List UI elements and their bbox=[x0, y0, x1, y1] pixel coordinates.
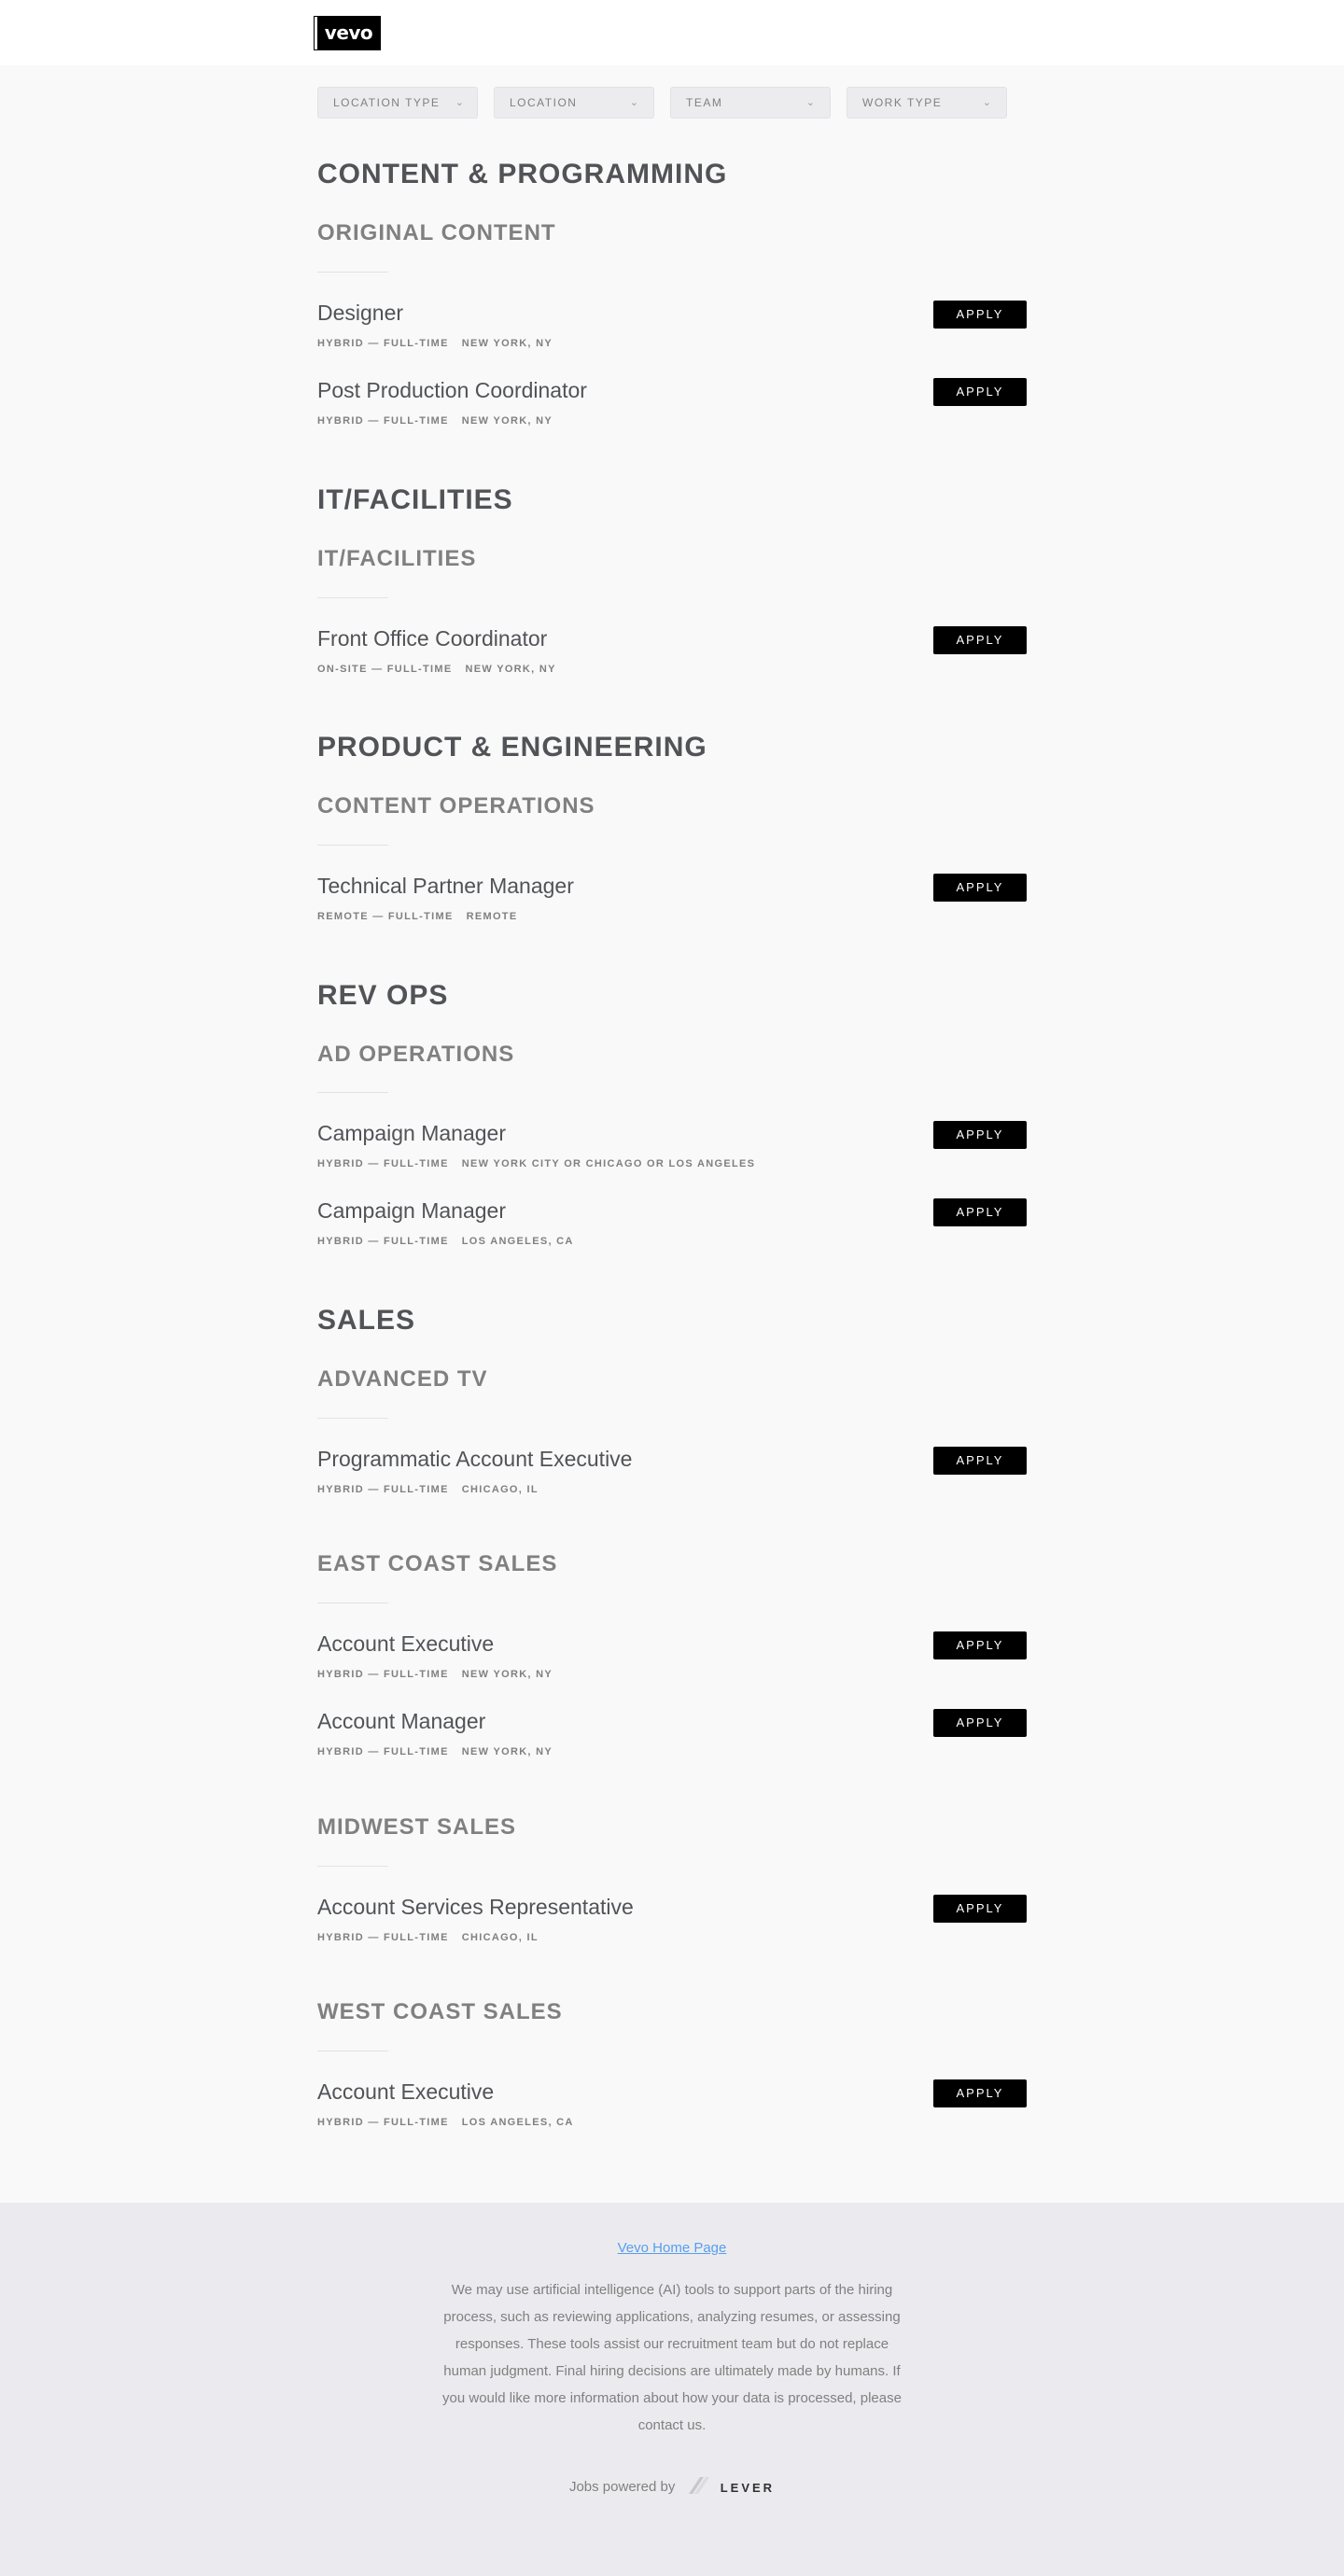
posting-location: CHICAGO, IL bbox=[461, 1932, 539, 1943]
apply-button[interactable]: APPLY bbox=[933, 1198, 1027, 1226]
filter-label: TEAM bbox=[686, 96, 723, 109]
posting-meta bbox=[317, 2117, 574, 2128]
posting-title[interactable]: Campaign Manager bbox=[317, 1121, 507, 1145]
apply-button[interactable]: APPLY bbox=[933, 378, 1027, 406]
posting-title[interactable]: Front Office Coordinator bbox=[317, 626, 548, 651]
posting-meta bbox=[317, 1746, 553, 1757]
divider bbox=[317, 1092, 388, 1093]
posting[interactable] bbox=[317, 1121, 1027, 1177]
postings-container bbox=[317, 65, 1027, 2128]
posting-location: NEW YORK, NY bbox=[461, 415, 553, 427]
posting-location: NEW YORK CITY OR CHICAGO OR LOS ANGELES bbox=[461, 1158, 756, 1169]
top-bar bbox=[0, 0, 1344, 65]
group-title: REV OPS bbox=[317, 980, 449, 1011]
posting-location: NEW YORK, NY bbox=[465, 664, 556, 675]
posting-commitment: HYBRID — FULL-TIME bbox=[317, 2117, 449, 2128]
apply-button[interactable]: APPLY bbox=[933, 1709, 1027, 1737]
apply-button[interactable]: APPLY bbox=[933, 1447, 1027, 1475]
apply-button[interactable]: APPLY bbox=[933, 2079, 1027, 2107]
posting[interactable] bbox=[317, 378, 1027, 434]
powered-by[interactable] bbox=[0, 2475, 1344, 2499]
posting[interactable] bbox=[317, 2079, 1027, 2135]
apply-button[interactable]: APPLY bbox=[933, 1631, 1027, 1659]
posting[interactable] bbox=[317, 1631, 1027, 1687]
posting[interactable] bbox=[317, 301, 1027, 357]
posting-commitment: HYBRID — FULL-TIME bbox=[317, 1236, 449, 1247]
filter-label: WORK TYPE bbox=[862, 96, 943, 109]
posting-commitment: HYBRID — FULL-TIME bbox=[317, 1158, 449, 1169]
posting-meta bbox=[317, 1236, 574, 1247]
posting-commitment: ON-SITE — FULL-TIME bbox=[317, 664, 453, 675]
filter-location[interactable] bbox=[494, 87, 654, 119]
posting-title[interactable]: Programmatic Account Executive bbox=[317, 1447, 633, 1471]
subgroup-title: IT/FACILITIES bbox=[317, 546, 477, 571]
posting[interactable] bbox=[317, 1198, 1027, 1254]
posting-commitment: REMOTE — FULL-TIME bbox=[317, 911, 454, 922]
posting[interactable] bbox=[317, 874, 1027, 930]
posting-title[interactable]: Post Production Coordinator bbox=[317, 378, 587, 402]
chevron-down-icon: ⌄ bbox=[455, 97, 464, 108]
subgroup-title: MIDWEST SALES bbox=[317, 1814, 517, 1840]
home-page-link[interactable]: Vevo Home Page bbox=[617, 2240, 727, 2256]
posting-commitment: HYBRID — FULL-TIME bbox=[317, 1484, 449, 1495]
posting-title[interactable]: Technical Partner Manager bbox=[317, 874, 574, 898]
posting-title[interactable]: Designer bbox=[317, 301, 404, 325]
group-title: IT/FACILITIES bbox=[317, 484, 513, 515]
posting[interactable] bbox=[317, 1895, 1027, 1951]
apply-button[interactable]: APPLY bbox=[933, 301, 1027, 329]
posting-commitment: HYBRID — FULL-TIME bbox=[317, 1669, 449, 1680]
group-title: CONTENT & PROGRAMMING bbox=[317, 159, 728, 189]
posting-location: LOS ANGELES, CA bbox=[461, 2117, 574, 2128]
posting-title[interactable]: Account Manager bbox=[317, 1709, 486, 1733]
vevo-logo[interactable]: vevo bbox=[315, 17, 380, 49]
posting-commitment: HYBRID — FULL-TIME bbox=[317, 338, 449, 349]
chevron-down-icon: ⌄ bbox=[805, 97, 815, 108]
posting-meta bbox=[317, 664, 556, 675]
filter-label: LOCATION bbox=[510, 96, 578, 109]
chevron-down-icon: ⌄ bbox=[629, 97, 638, 108]
group-title: SALES bbox=[317, 1305, 416, 1336]
apply-button[interactable]: APPLY bbox=[933, 874, 1027, 902]
apply-button[interactable]: APPLY bbox=[933, 1895, 1027, 1923]
posting-commitment: HYBRID — FULL-TIME bbox=[317, 1746, 449, 1757]
divider bbox=[317, 845, 388, 846]
posting-title[interactable]: Account Executive bbox=[317, 2079, 495, 2104]
chevron-down-icon: ⌄ bbox=[982, 97, 991, 108]
powered-by-text: Jobs powered by bbox=[568, 2478, 676, 2495]
posting-meta bbox=[317, 415, 553, 427]
posting-meta bbox=[317, 911, 517, 922]
posting[interactable] bbox=[317, 1447, 1027, 1503]
posting-title[interactable]: Account Services Representative bbox=[317, 1895, 634, 1919]
divider bbox=[317, 272, 388, 273]
divider bbox=[317, 1866, 388, 1867]
posting-commitment: HYBRID — FULL-TIME bbox=[317, 415, 449, 427]
group-title: PRODUCT & ENGINEERING bbox=[317, 732, 707, 763]
posting-location: LOS ANGELES, CA bbox=[461, 1236, 574, 1247]
posting-location: NEW YORK, NY bbox=[461, 1746, 553, 1757]
filter-bar bbox=[317, 87, 1027, 119]
subgroup-title: EAST COAST SALES bbox=[317, 1551, 558, 1576]
posting-title[interactable]: Campaign Manager bbox=[317, 1198, 507, 1223]
subgroup-title: WEST COAST SALES bbox=[317, 1999, 563, 2024]
filter-work-type[interactable] bbox=[847, 87, 1007, 119]
posting-location: NEW YORK, NY bbox=[461, 1669, 553, 1680]
divider bbox=[317, 1418, 388, 1419]
posting-meta bbox=[317, 1932, 539, 1943]
subgroup-title: ADVANCED TV bbox=[317, 1366, 488, 1392]
subgroup-title: AD OPERATIONS bbox=[317, 1042, 515, 1067]
posting-location: NEW YORK, NY bbox=[461, 338, 553, 349]
posting[interactable] bbox=[317, 626, 1027, 682]
posting-location: REMOTE bbox=[466, 911, 518, 922]
apply-button[interactable]: APPLY bbox=[933, 626, 1027, 654]
subgroup-title: ORIGINAL CONTENT bbox=[317, 220, 556, 245]
posting-meta bbox=[317, 1669, 553, 1680]
divider bbox=[317, 597, 388, 598]
posting-commitment: HYBRID — FULL-TIME bbox=[317, 1932, 449, 1943]
ai-disclaimer: We may use artificial intelligence (AI) tools to support parts of the hiring process, such as reviewing applications, analyzing resumes, or assessing responses. These tools assist our recruitment team but do not replace human judgment. Final hiring decisions are ultimately made by humans. If you would like more information about how your data is processed, please contact us. bbox=[442, 2282, 902, 2433]
filter-location-type[interactable] bbox=[317, 87, 478, 119]
lever-logo-icon bbox=[687, 2475, 711, 2499]
apply-button[interactable]: APPLY bbox=[933, 1121, 1027, 1149]
posting-meta bbox=[317, 338, 553, 349]
posting-title[interactable]: Account Executive bbox=[317, 1631, 495, 1656]
filter-team[interactable] bbox=[670, 87, 831, 119]
posting-meta bbox=[317, 1158, 755, 1169]
subgroup-title: CONTENT OPERATIONS bbox=[317, 793, 595, 819]
posting-location: CHICAGO, IL bbox=[461, 1484, 539, 1495]
footer bbox=[0, 2203, 1344, 2576]
filter-label: LOCATION TYPE bbox=[333, 96, 441, 109]
posting[interactable] bbox=[317, 1709, 1027, 1765]
posting-meta bbox=[317, 1484, 539, 1495]
lever-wordmark: LEVER bbox=[720, 2480, 776, 2495]
